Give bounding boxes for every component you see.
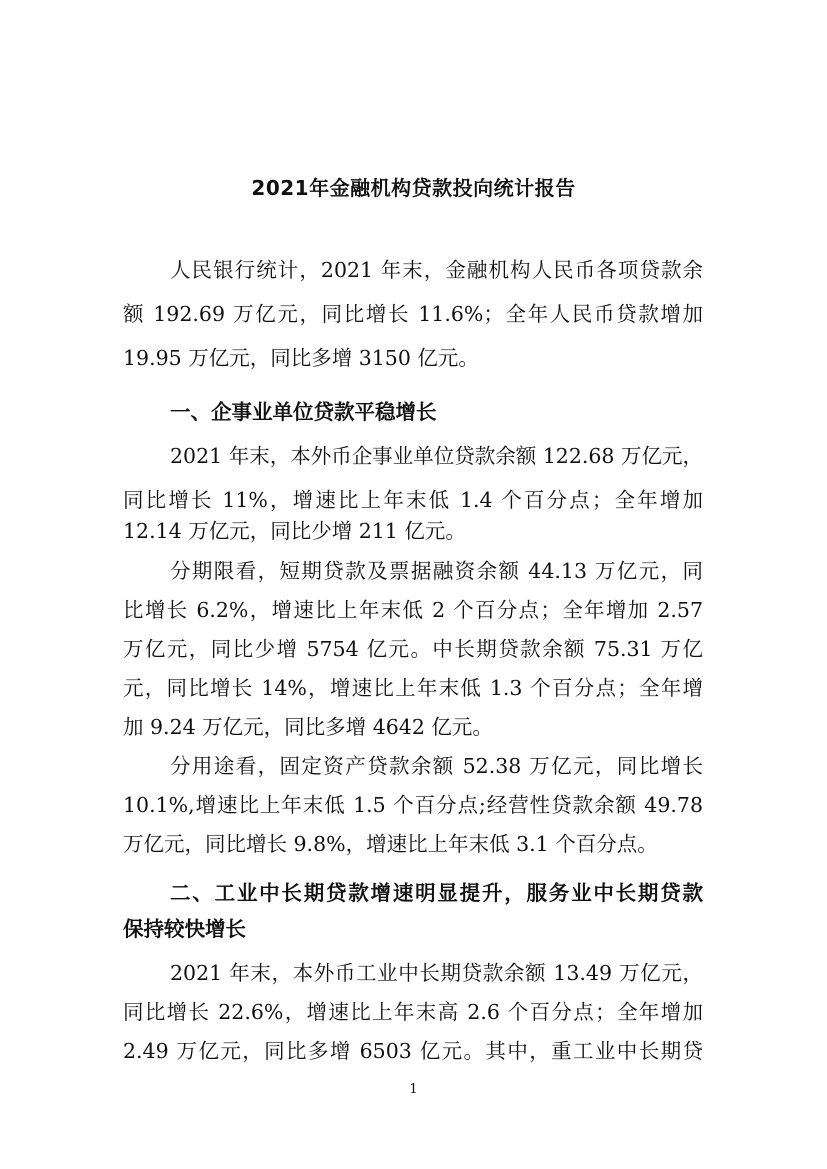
- document-title: 2021年金融机构贷款投向统计报告: [251, 176, 576, 200]
- section-2-heading-line-1: 二、工业中长期贷款增速明显提升，服务业中长期贷款: [170, 881, 703, 905]
- intro-line-1: 人民银行统计，2021 年末，金融机构人民币各项贷款余: [170, 258, 703, 282]
- section-1-para-2-line-1: 分期限看，短期贷款及票据融资余额 44.13 万亿元，同: [170, 559, 703, 583]
- section-1-para-1-line-2: 同比增长 11%，增速比上年末低 1.4 个百分点；全年增加: [123, 488, 703, 512]
- intro-line-2: 额 192.69 万亿元，同比增长 11.6%；全年人民币贷款增加: [123, 302, 703, 326]
- page-number: 1: [409, 1082, 418, 1097]
- section-1-para-2-line-4: 元，同比增长 14%，增速比上年末低 1.3 个百分点；全年增: [123, 676, 703, 700]
- section-1-para-2-line-3: 万亿元，同比少增 5754 亿元。中长期贷款余额 75.31 万亿: [123, 637, 703, 661]
- section-1-para-3-line-1: 分用途看，固定资产贷款余额 52.38 万亿元，同比增长: [170, 754, 703, 778]
- section-1-para-2-line-5: 加 9.24 万亿元，同比多增 4642 亿元。: [123, 715, 493, 739]
- section-2-heading-line-2: 保持较快增长: [123, 917, 246, 941]
- section-1-heading: 一、企事业单位贷款平稳增长: [170, 400, 437, 424]
- section-1-para-1-line-1: 2021 年末，本外币企事业单位贷款余额 122.68 万亿元，: [170, 444, 703, 468]
- intro-line-3: 19.95 万亿元，同比多增 3150 亿元。: [123, 346, 479, 370]
- section-2-para-1-line-1: 2021 年末，本外币工业中长期贷款余额 13.49 万亿元，: [170, 961, 703, 985]
- section-2-para-1-line-2: 同比增长 22.6%，增速比上年末高 2.6 个百分点；全年增加: [123, 1000, 703, 1024]
- section-1-para-3-line-2: 10.1%,增速比上年末低 1.5 个百分点;经营性贷款余额 49.78: [123, 793, 703, 817]
- section-1-para-3-line-3: 万亿元，同比增长 9.8%，增速比上年末低 3.1 个百分点。: [123, 832, 658, 856]
- section-1-para-2-line-2: 比增长 6.2%，增速比上年末低 2 个百分点；全年增加 2.57: [123, 598, 703, 622]
- section-2-para-1-line-3: 2.49 万亿元，同比多增 6503 亿元。其中，重工业中长期贷: [123, 1039, 703, 1063]
- section-1-para-1-line-3: 12.14 万亿元，同比少增 211 亿元。: [123, 519, 466, 543]
